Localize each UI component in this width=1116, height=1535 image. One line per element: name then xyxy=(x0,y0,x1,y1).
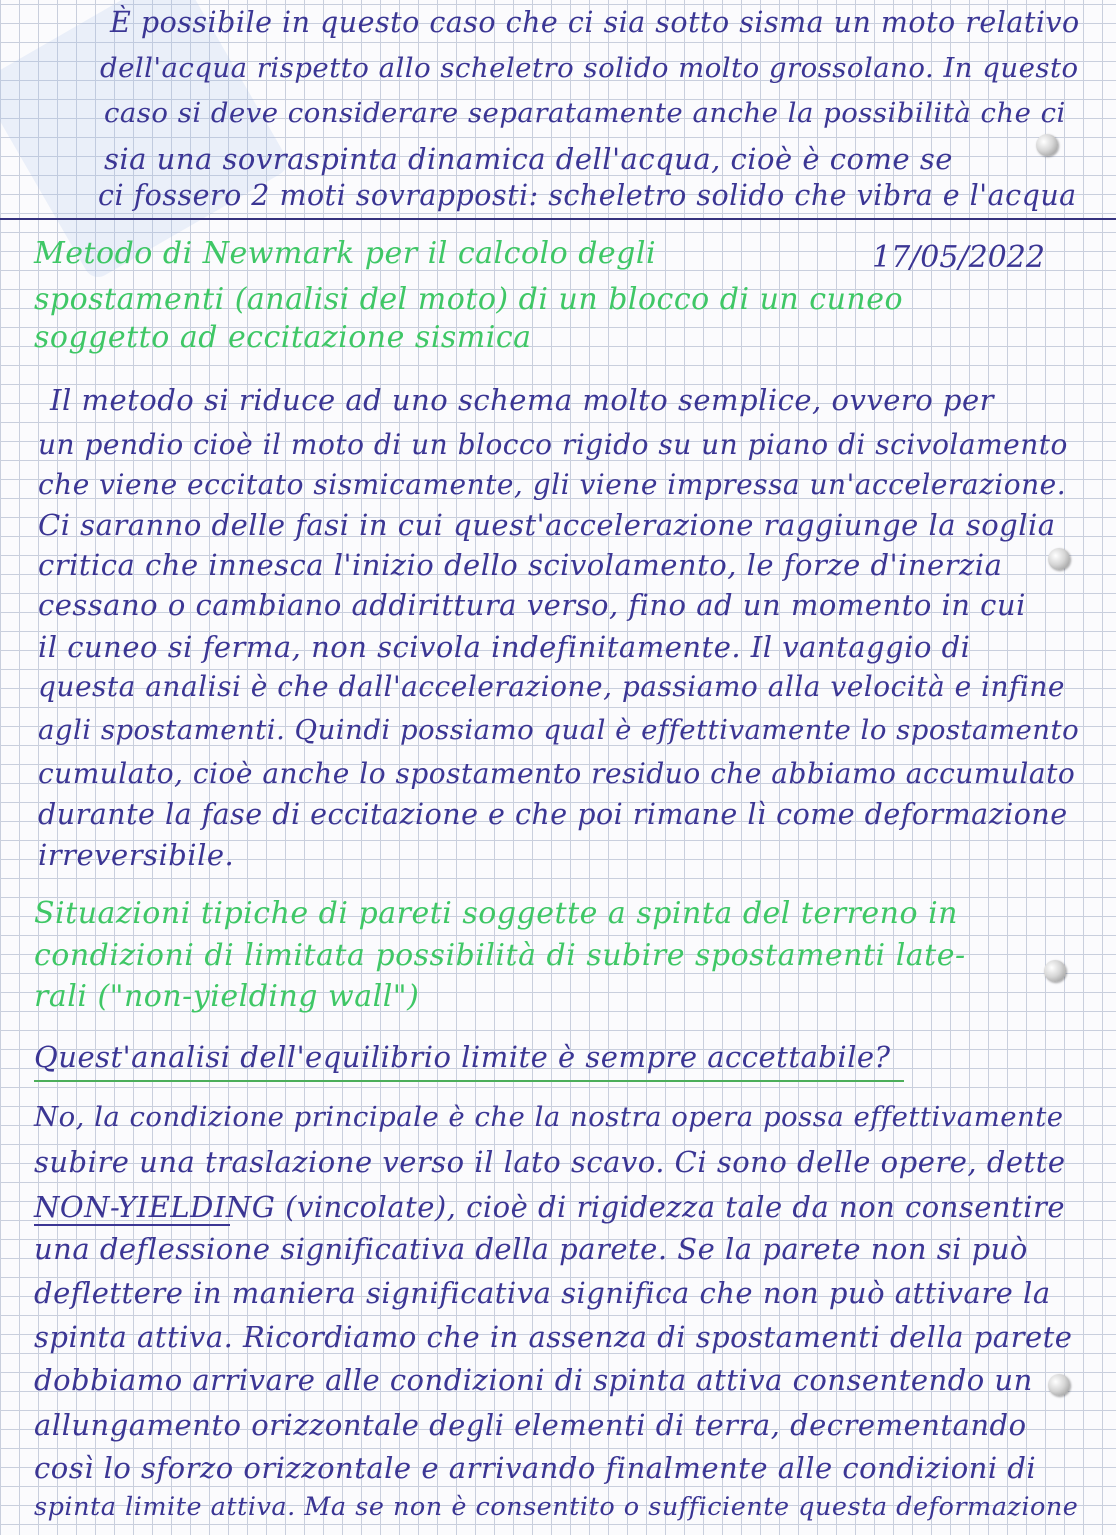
binder-hole xyxy=(1048,548,1070,570)
text-line: Ci saranno delle fasi in cui quest'accelerazione raggiunge la soglia xyxy=(38,508,1056,542)
text-line: agli spostamenti. Quindi possiamo qual è effettivamente lo spostamento xyxy=(38,714,1080,746)
text-line: che viene eccitato sismicamente, gli viene impressa un'accelerazione. xyxy=(38,468,1067,501)
binder-hole xyxy=(1036,134,1058,156)
text-line: subire una traslazione verso il lato scavo. Ci sono delle opere, dette xyxy=(34,1145,1066,1179)
text-line: sia una sovraspinta dinamica dell'acqua, cioè è come se xyxy=(104,142,953,176)
section-title-line: Situazioni tipiche di pareti soggette a spinta del terreno in xyxy=(34,896,958,931)
text-line: allungamento orizzontale degli elementi di terra, decrementando xyxy=(34,1408,1027,1442)
text-line: No, la condizione principale è che la nostra opera possa effettivamente xyxy=(34,1101,1064,1133)
question-underline xyxy=(34,1080,904,1082)
section-title-line: Metodo di Newmark per il calcolo degli xyxy=(34,236,657,271)
text-line: questa analisi è che dall'accelerazione, passiamo alla velocità e infine xyxy=(38,670,1065,703)
text-line: deflettere in maniera significativa significa che non può attivare la xyxy=(34,1276,1051,1310)
text-line: una deflessione significativa della parete. Se la parete non si può xyxy=(34,1232,1028,1266)
text-line: dell'acqua rispetto allo scheletro solido molto grossolano. In questo xyxy=(100,52,1079,84)
question-heading: Quest'analisi dell'equilibrio limite è sempre accettabile? xyxy=(34,1040,891,1074)
section-divider xyxy=(0,218,1116,220)
text-line: È possibile in questo caso che ci sia sotto sisma un moto relativo xyxy=(110,6,1080,39)
text-line: caso si deve considerare separatamente anche la possibilità che ci xyxy=(104,97,1066,129)
text-line: spinta limite attiva. Ma se non è consentito o sufficiente questa deformazione xyxy=(34,1492,1079,1522)
section-title-line: condizioni di limitata possibilità di subire spostamenti late- xyxy=(34,938,966,973)
text-line: irreversibile. xyxy=(38,838,235,872)
section-title-line: spostamenti (analisi del moto) di un blocco di un cuneo xyxy=(34,282,904,317)
text-line: ci fossero 2 moti sovrapposti: scheletro solido che vibra e l'acqua xyxy=(98,179,1077,212)
text-line: dobbiamo arrivare alle condizioni di spinta attiva consentendo un xyxy=(34,1363,1033,1397)
text-line: durante la fase di eccitazione e che poi rimane lì come deformazione xyxy=(38,798,1068,831)
binder-hole xyxy=(1044,960,1066,982)
text-line: NON-YIELDING (vincolate), cioè di rigidezza tale da non consentire xyxy=(34,1190,1066,1224)
binder-hole xyxy=(1048,1374,1070,1396)
section-title-line: rali ("non-yielding wall") xyxy=(34,979,420,1014)
text-line: un pendio cioè il moto di un blocco rigido su un piano di scivolamento xyxy=(38,428,1068,461)
text-line: il cuneo si ferma, non scivola indefinitamente. Il vantaggio di xyxy=(38,630,971,664)
page-date: 17/05/2022 xyxy=(872,240,1045,275)
text-line: spinta attiva. Ricordiamo che in assenza di spostamenti della parete xyxy=(34,1320,1073,1354)
text-line: cumulato, cioè anche lo spostamento residuo che abbiamo accumulato xyxy=(38,757,1076,790)
text-line: così lo sforzo orizzontale e arrivando finalmente alle condizioni di xyxy=(34,1451,1037,1485)
text-line: cessano o cambiano addirittura verso, fino ad un momento in cui xyxy=(38,588,1026,622)
keyword-underline xyxy=(34,1224,230,1226)
text-line: Il metodo si riduce ad uno schema molto semplice, ovvero per xyxy=(50,383,994,417)
text-line: critica che innesca l'inizio dello scivolamento, le forze d'inerzia xyxy=(38,548,1003,582)
section-title-line: soggetto ad eccitazione sismica xyxy=(34,320,532,355)
